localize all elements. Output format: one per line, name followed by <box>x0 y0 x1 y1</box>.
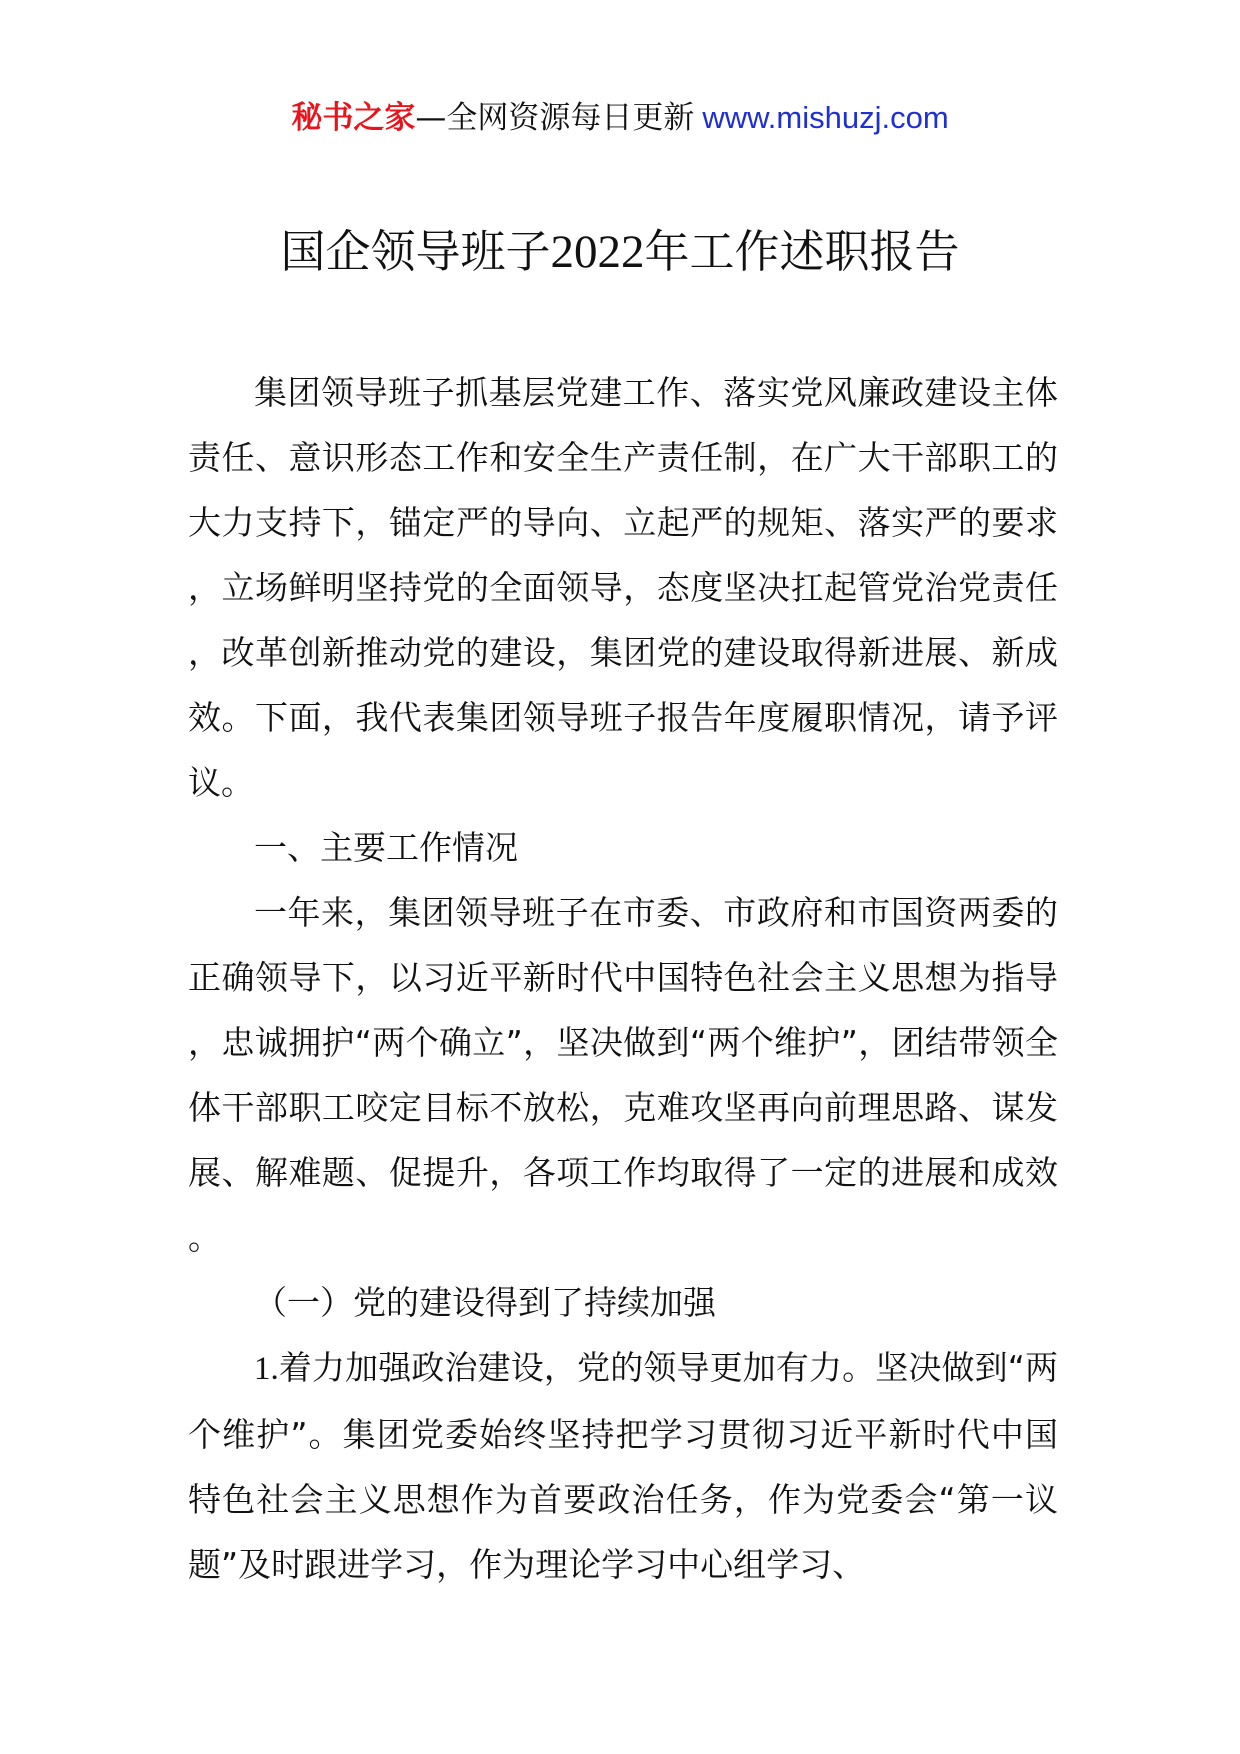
title-year: 2022 <box>550 226 645 278</box>
site-header <box>0 98 1240 138</box>
paragraph-intro: 集团领导班子抓基层党建工作、落实党风廉政建设主体责任、意识形态工作和安全生产责任制，在广大干部职工的大力支持下，锚定严的导向、立起严的规矩、落实严的要求，立场鲜明坚持党的全面领导，态度坚决扛起管党治党责任，改革创新推动党的建设，集团党的建设取得新进展、新成效。下面，我代表集团领导班子报告年度履职情况，请予评议。 <box>188 373 1058 802</box>
document-body <box>188 360 1058 1597</box>
document-title <box>0 222 1240 282</box>
subsection-heading: （一）党的建设得到了持续加强 <box>254 1283 716 1322</box>
item-text: 着力加强政治建设，党的领导更加有力。坚决做到“两个维护”。集团党委始终坚持把学习贯彻习近平新时代中国特色社会主义思想作为首要政治任务，作为党委会“第一议题”及时跟进学习，作为理论学习中心组学习、 <box>188 1348 1058 1584</box>
paragraph-overview: 一年来，集团领导班子在市委、市政府和市国资两委的正确领导下，以习近平新时代中国特色社会主义思想为指导，忠诚拥护“两个确立”，坚决做到“两个维护”，团结带领全体干部职工咬定目标不放松，克难攻坚再向前理思路、谋发展、解难题、促提升，各项工作均取得了一定的进展和成效。 <box>188 893 1058 1257</box>
section-heading: 一、主要工作情况 <box>254 828 518 867</box>
site-url-link[interactable]: www.mishuzj.com <box>702 100 949 135</box>
paragraph-item-1 <box>188 1335 1058 1597</box>
title-suffix: 年工作述职报告 <box>644 225 960 278</box>
item-number: 1. <box>254 1351 279 1387</box>
brand-name: 秘书之家 <box>291 100 416 136</box>
title-prefix: 国企领导班子 <box>280 225 551 278</box>
header-tagline: —全网资源每日更新 <box>415 100 695 136</box>
